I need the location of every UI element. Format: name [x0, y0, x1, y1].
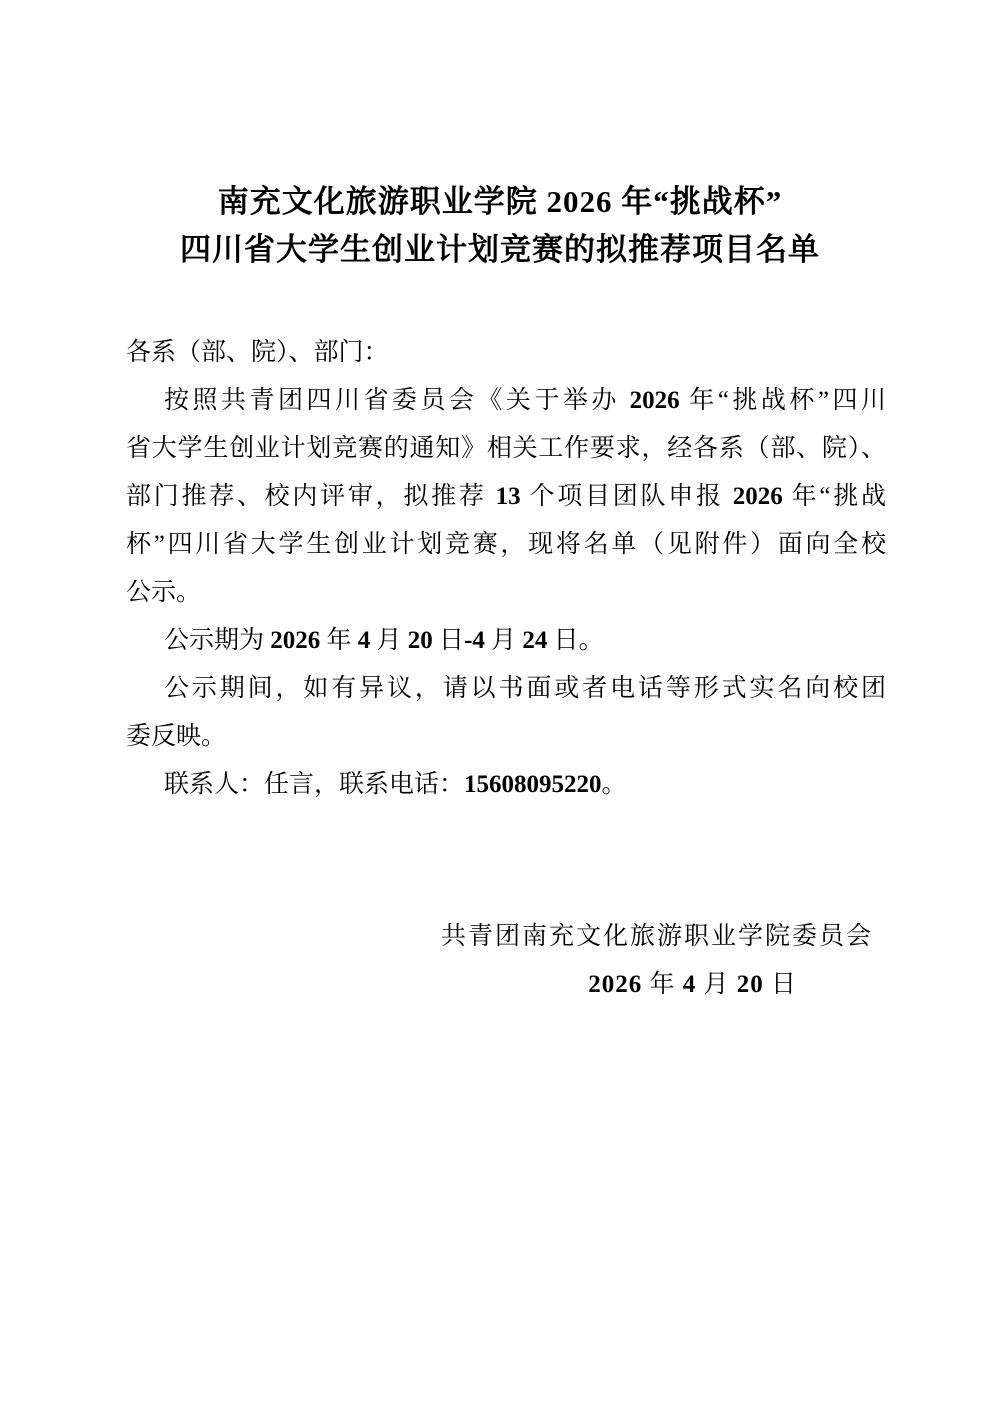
body-line: 省大学生创业计划竞赛的通知》相关工作要求，经各系（部、院）、 [126, 435, 886, 462]
body-line: 各系（部、院）、部门： [126, 339, 389, 366]
document-title [0, 0, 1000, 274]
body-line: 联系人：任言，联系电话：15608095220。 [164, 771, 627, 798]
body-line: 公示期为 2026 年 4 月 20 日-4 月 24 日。 [164, 627, 604, 654]
body-line: 部门推荐、校内评审，拟推荐 13 个项目团队申报 2026 年“挑战 [126, 483, 886, 510]
signature-org: 共青团南充文化旅游职业学院委员会 [440, 923, 873, 950]
document-title-line-1: 南充文化旅游职业学院 2026 年“挑战杯” [217, 184, 783, 219]
document-body [126, 329, 886, 809]
body-line: 委反映。 [126, 723, 227, 750]
signature-block [126, 913, 886, 1009]
body-line: 按照共青团四川省委员会《关于举办 2026 年“挑战杯”四川 [164, 387, 886, 414]
body-line: 杯”四川省大学生创业计划竞赛，现将名单（见附件）面向全校 [126, 531, 886, 558]
body-line: 公示期间，如有异议，请以书面或者电话等形式实名向校团 [164, 675, 886, 702]
body-line: 公示。 [126, 579, 202, 606]
document-title-line-2: 四川省大学生创业计划竞赛的拟推荐项目名单 [180, 232, 820, 267]
signature-date: 2026 年 4 月 20 日 [588, 971, 797, 998]
